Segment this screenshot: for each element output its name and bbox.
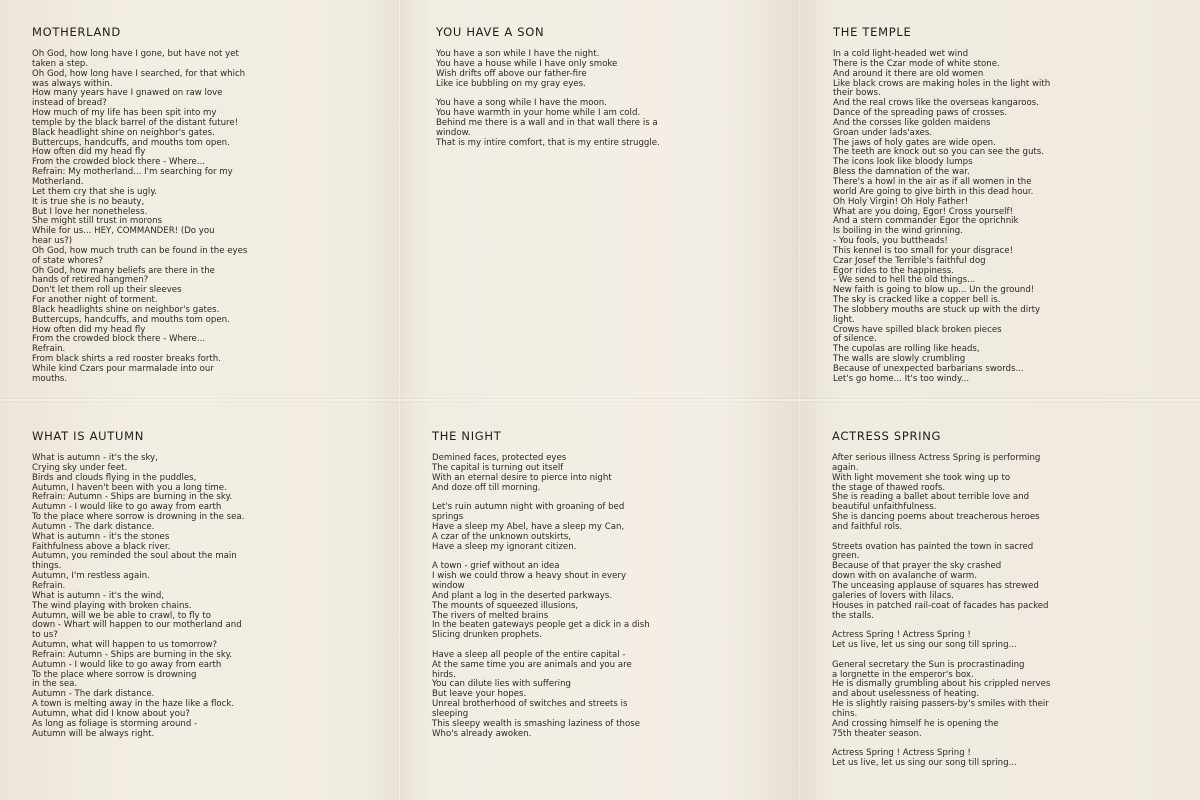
lyric-line: And a stern commander Egor the oprichnik bbox=[833, 216, 1019, 227]
lyric-line: Black headlight shine on neighbor's gates. bbox=[32, 127, 215, 138]
lyric-line: Let's ruin autumn night with groaning of bed bbox=[432, 502, 625, 513]
lyric-line: Houses in patched rail-coat of facades has packed bbox=[832, 600, 1049, 611]
lyric-line: Let's go home... It's too windy... bbox=[833, 373, 970, 384]
lyric-line: Autumn will be always right. bbox=[32, 728, 155, 739]
lyric-line: As long as foliage is storming around - bbox=[32, 718, 198, 729]
lyric-line: Czar Josef the Terrible's faithful dog bbox=[833, 255, 986, 266]
lyric-line: A town is melting away in the haze like a flock. bbox=[32, 699, 235, 710]
lyric-line: She is dancing poems about treacherous heroes bbox=[832, 512, 1040, 523]
lyric-line: Buttercups, handcuffs, and mouths tom open. bbox=[32, 137, 230, 148]
lyric-line: Oh God, how much truth can be found in the eyes bbox=[32, 245, 248, 256]
lyric-line: The mounts of squeezed illusions, bbox=[432, 600, 579, 611]
lyric-line: sleeping bbox=[432, 708, 469, 719]
lyric-line: Egor rides to the happiness. bbox=[833, 265, 954, 276]
lyric-line: down - Whart will happen to our motherland and bbox=[32, 620, 242, 631]
lyric-line: Motherland. bbox=[32, 176, 84, 187]
lyric-line: Unreal brotherhood of switches and streets is bbox=[432, 699, 628, 710]
lyric-line: Bless the damnation of the war. bbox=[833, 167, 970, 178]
lyric-line: things. bbox=[32, 561, 62, 572]
lyric-line: beautiful unfaithfulness. bbox=[832, 502, 937, 513]
lyric-line: the stalls. bbox=[832, 610, 874, 621]
lyric-line: taken a step. bbox=[32, 58, 89, 69]
lyric-line: hear us?) bbox=[32, 236, 73, 247]
lyric-line: In a cold light-headed wet wind bbox=[833, 49, 969, 59]
panel-title: YOU HAVE A SON bbox=[436, 25, 545, 39]
lyric-line: There is the Czar mode of white stone. bbox=[833, 58, 1000, 69]
lyric-line: Refrain: Autumn - Ships are burning in the sky. bbox=[32, 492, 233, 503]
panel-the-temple bbox=[833, 25, 1178, 385]
lyric-line: How many years have I gnawed on raw love bbox=[32, 88, 223, 99]
lyric-line: Let us live, let us sing our song till spring... bbox=[832, 640, 1017, 651]
lyric-line: Oh Holy Virgin! Oh Holy Father! bbox=[833, 196, 969, 207]
panel-the-night bbox=[432, 429, 777, 739]
lyric-line: the stage of thawed roofs. bbox=[832, 482, 946, 493]
panel-title: MOTHERLAND bbox=[32, 25, 121, 39]
lyric-line: Autumn, what did I know about you? bbox=[32, 708, 190, 719]
lyric-line: chins. bbox=[832, 708, 858, 719]
lyric-line: Crying sky under feet. bbox=[32, 462, 128, 473]
lyric-line: and about uselessness of heating. bbox=[832, 689, 980, 700]
lyric-line: A town - grief without an idea bbox=[432, 561, 560, 572]
lyric-line: Have a sleep my ignorant citizen. bbox=[432, 541, 577, 552]
lyric-line: With an eternal desire to pierce into night bbox=[432, 472, 612, 483]
lyric-line: Actress Spring ! Actress Spring ! bbox=[832, 630, 971, 641]
lyric-line: and faithful rols. bbox=[832, 521, 903, 532]
lyric-line: Birds and clouds flying in the puddles, bbox=[32, 472, 197, 483]
lyric-line: Autumn, you reminded the soul about the main bbox=[32, 551, 237, 562]
lyric-line: The jaws of holy gates are wide open. bbox=[833, 137, 996, 148]
lyric-line: Oh God, how long have I searched, for that which bbox=[32, 68, 246, 79]
lyric-line: mouths. bbox=[32, 373, 68, 384]
lyric-line: Crows have spilled black broken pieces bbox=[833, 324, 1002, 335]
lyric-line: springs bbox=[432, 512, 464, 523]
lyric-line: And doze off till morning. bbox=[432, 482, 541, 493]
lyric-line: a lorgnette in the emperor's box. bbox=[832, 669, 974, 680]
lyric-line: 75th theater season. bbox=[832, 728, 922, 739]
lyric-line: Refrain. bbox=[32, 344, 66, 355]
panel-what-is-autumn bbox=[32, 429, 377, 739]
lyric-line: Autumn, will we be able to crawl, to fly to bbox=[32, 610, 211, 621]
lyric-line: In the beaten gateways people get a dick in a dish bbox=[432, 620, 650, 631]
lyric-line: What is autumn - it's the wind, bbox=[32, 590, 165, 601]
lyric-line: down with on avalanche of warm. bbox=[832, 571, 978, 582]
lyric-line: Let us live, let us sing our song till spring... bbox=[832, 758, 1017, 769]
lyric-line: Faithfulness above a black river. bbox=[32, 541, 171, 552]
lyrics-block bbox=[432, 454, 777, 739]
lyric-line: window. bbox=[436, 127, 471, 138]
lyric-line: hirds. bbox=[432, 669, 456, 680]
lyric-line: in the sea. bbox=[32, 679, 78, 690]
panel-title: ACTRESS SPRING bbox=[832, 429, 942, 443]
lyric-line: - We send to hell the old things... bbox=[833, 275, 976, 286]
lyric-line: window bbox=[432, 580, 465, 591]
lyric-line: What is autumn - it's the sky, bbox=[32, 453, 158, 463]
lyric-line: Autumn - The dark distance. bbox=[32, 521, 155, 532]
lyric-line: Refrain. bbox=[32, 580, 66, 591]
lyric-line: The unceasing applause of squares has strewed bbox=[832, 580, 1039, 591]
lyric-line: Have a sleep all people of the entire capital - bbox=[432, 649, 626, 660]
lyric-line: Autumn, I'm restless again. bbox=[32, 571, 150, 582]
lyric-line: Behind me there is a wall and in that wall there is a bbox=[436, 117, 658, 128]
lyric-line: instead of bread? bbox=[32, 98, 107, 109]
lyric-line: Buttercups, handcuffs, and mouths tom open. bbox=[32, 314, 230, 325]
lyric-line: Who's already awoken. bbox=[432, 728, 532, 739]
lyric-line: Oh God, how long have I gone, but have not yet bbox=[32, 49, 239, 59]
lyric-line: At the same time you are animals and you are bbox=[432, 659, 632, 670]
lyric-line: To the place where sorrow is drowning bbox=[32, 669, 197, 680]
lyric-line: Actress Spring ! Actress Spring ! bbox=[832, 748, 971, 759]
lyric-line: Autumn, I haven't been with you a long time. bbox=[32, 482, 227, 493]
panel-title: WHAT IS AUTUMN bbox=[32, 429, 145, 443]
lyric-line: But I love her nonetheless. bbox=[32, 206, 148, 217]
lyric-line: - You fools, you buttheads! bbox=[833, 236, 948, 247]
lyrics-block bbox=[32, 454, 377, 739]
lyric-line: Autumn, what will happen to us tomorrow? bbox=[32, 640, 218, 651]
lyric-line: Streets ovation has painted the town in sacred bbox=[832, 541, 1034, 552]
panel-actress-spring bbox=[832, 429, 1177, 769]
lyric-line: Wish drifts off above our father-fire bbox=[436, 68, 587, 79]
lyric-line: The walls are slowly crumbling bbox=[833, 354, 966, 365]
lyric-line: You have warmth in your home while I am cold. bbox=[436, 108, 641, 119]
lyric-line: temple by the black barrel of the distant future! bbox=[32, 117, 239, 128]
lyric-line: How much of my life has been spit into my bbox=[32, 108, 217, 119]
lyric-line: With light movement she took wing up to bbox=[832, 472, 1011, 483]
lyric-line: From the crowded block there - Where... bbox=[32, 334, 206, 345]
lyrics-block bbox=[436, 50, 781, 148]
lyric-line: From black shirts a red rooster breaks forth. bbox=[32, 354, 221, 365]
lyric-line: You have a son while I have the night. bbox=[436, 49, 600, 59]
lyric-line: Autumn - The dark distance. bbox=[32, 689, 155, 700]
lyric-line: This sleepy wealth is smashing laziness of those bbox=[432, 718, 641, 729]
lyric-line: And around it there are old women bbox=[833, 68, 984, 79]
lyric-line: was always within. bbox=[32, 78, 113, 89]
lyric-line: Like ice bubbling on my gray eyes. bbox=[436, 78, 586, 89]
lyric-line: their bows. bbox=[833, 88, 881, 99]
lyric-line: Dance of the spreading paws of crosses. bbox=[833, 108, 1007, 119]
lyric-line: The slobbery mouths are stuck up with the dirty bbox=[833, 304, 1041, 315]
lyric-line: Like black crows are making holes in the light with bbox=[833, 78, 1051, 89]
panel-title: THE NIGHT bbox=[432, 429, 502, 443]
lyric-line: For another night of torment. bbox=[32, 295, 158, 306]
lyric-line: Don't let them roll up their sleeves bbox=[32, 285, 182, 296]
lyric-line: Refrain: Autumn - Ships are burning in the sky. bbox=[32, 649, 233, 660]
lyric-line: Black headlights shine on neighbor's gates. bbox=[32, 304, 220, 315]
lyric-line: He is slightly raising passers-by's smiles with their bbox=[832, 699, 1049, 710]
lyric-line: What are you doing, Egor! Cross yourself! bbox=[833, 206, 1014, 217]
lyric-line: green. bbox=[832, 551, 860, 562]
lyric-line: While kind Czars pour marmalade into our bbox=[32, 364, 214, 374]
lyrics-block bbox=[32, 50, 377, 385]
lyric-line: Slicing drunken prophets. bbox=[432, 630, 542, 641]
lyric-line: You have a house while I have only smoke bbox=[436, 58, 618, 69]
lyric-line: Refrain: My motherland... I'm searching for my bbox=[32, 167, 233, 178]
lyric-line: General secretary the Sun is procrastinading bbox=[832, 659, 1025, 670]
lyric-line: There's a howl in the air as if all women in the bbox=[833, 176, 1032, 187]
lyric-line: Groan under lads'axes. bbox=[833, 127, 933, 138]
lyric-line: And plant a log in the deserted parkways. bbox=[432, 590, 613, 601]
lyric-line: You have a song while I have the moon. bbox=[436, 98, 607, 109]
lyric-line: of state whores? bbox=[32, 255, 103, 266]
lyric-line: Let them cry that she is ugly. bbox=[32, 186, 157, 197]
lyric-line: New faith is going to blow up... Un the ground! bbox=[833, 285, 1035, 296]
lyric-line: world Are going to give birth in this dead hour. bbox=[833, 186, 1034, 197]
lyric-line: The teeth are knock out so you can see the guts. bbox=[833, 147, 1045, 158]
lyric-line: Oh God, how many beliefs are there in the bbox=[32, 265, 215, 276]
lyric-line: hands of retired hangmen? bbox=[32, 275, 149, 286]
lyric-line: You can dilute lies with suffering bbox=[432, 679, 571, 690]
lyric-line: To the place where sorrow is drowning in the sea. bbox=[32, 512, 245, 523]
lyrics-block bbox=[833, 50, 1178, 385]
lyrics-block bbox=[832, 454, 1177, 769]
lyric-line: to us? bbox=[32, 630, 58, 641]
lyric-line: How often did my head fly bbox=[32, 147, 146, 158]
panel-motherland bbox=[32, 25, 377, 385]
lyric-line: And the real crows like the overseas kangaroos. bbox=[833, 98, 1039, 109]
lyric-line: A czar of the unknown outskirts, bbox=[432, 531, 572, 542]
lyric-line: That is my intire comfort, that is my entire struggle. bbox=[436, 137, 660, 148]
lyric-line: And the corsses like golden maidens bbox=[833, 117, 991, 128]
lyric-line: She is reading a ballet about terrible love and bbox=[832, 492, 1030, 503]
lyric-line: light. bbox=[833, 314, 855, 325]
lyric-line: Because of that prayer the sky crashed bbox=[832, 561, 1002, 572]
horizontal-fold bbox=[0, 398, 1200, 402]
lyric-line: It is true she is no beauty, bbox=[32, 196, 145, 207]
lyric-line: The cupolas are rolling like heads, bbox=[833, 344, 980, 355]
lyric-line: From the crowded block there - Where... bbox=[32, 157, 206, 168]
lyric-line: The icons look like bloody lumps bbox=[833, 157, 973, 168]
lyric-line: But leave your hopes. bbox=[432, 689, 527, 700]
lyric-line: How often did my head fly bbox=[32, 324, 146, 335]
lyric-line: The sky is cracked like a copper bell is. bbox=[833, 295, 1001, 306]
lyric-line: What is autumn - it's the stones bbox=[32, 531, 170, 542]
panel-title: THE TEMPLE bbox=[833, 25, 912, 39]
lyric-line: The rivers of melted brains bbox=[432, 610, 549, 621]
lyric-line: While for us... HEY, COMMANDER! (Do you bbox=[32, 226, 215, 237]
lyric-line: Demined faces, protected eyes bbox=[432, 453, 567, 463]
lyric-line: Autumn - I would like to go away from earth bbox=[32, 502, 222, 513]
lyric-line: The wind playing with broken chains. bbox=[32, 600, 192, 611]
lyric-line: Have a sleep my Abel, have a sleep my Can, bbox=[432, 521, 625, 532]
lyric-line: The capital is turning out itself bbox=[432, 462, 564, 473]
lyric-line: Because of unexpected barbarians swords... bbox=[833, 364, 1024, 374]
lyric-line: And crossing himself he is opening the bbox=[832, 718, 999, 729]
lyric-line: again. bbox=[832, 462, 859, 473]
lyric-line: I wish we could throw a heavy shout in every bbox=[432, 571, 627, 582]
lyric-line: This kennel is too small for your disgrace! bbox=[833, 245, 1014, 256]
lyric-line: Autumn - I would like to go away from earth bbox=[32, 659, 222, 670]
lyric-line: Is boiling in the wind grinning. bbox=[833, 226, 963, 237]
lyric-line: After serious illness Actress Spring is performing bbox=[832, 453, 1041, 463]
lyric-line: She might still trust in morons bbox=[32, 216, 163, 227]
panel-you-have-a-son bbox=[436, 25, 781, 148]
lyric-line: He is dismally grumbling about his crippled nerves bbox=[832, 679, 1051, 690]
lyric-line: of silence. bbox=[833, 334, 877, 345]
lyric-line: galeries of lovers with lilacs. bbox=[832, 590, 954, 601]
